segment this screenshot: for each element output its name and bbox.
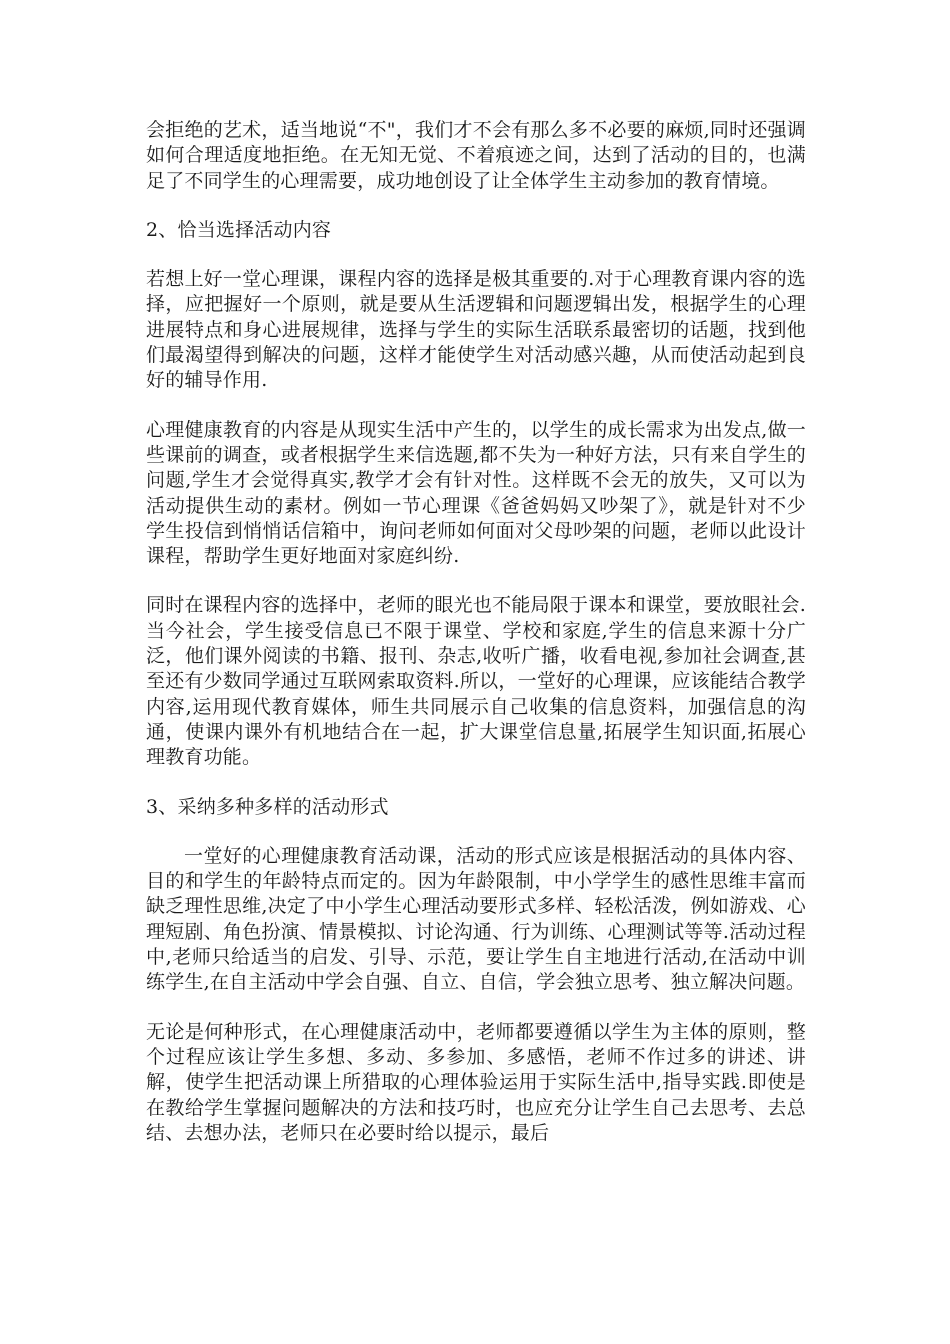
paragraph-2: 若想上好一堂心理课，课程内容的选择是极其重要的.对于心理教育课内容的选择，应把握好一个原则，就是要从生活逻辑和问题逻辑出发，根据学生的心理进展特点和身心进展规律，选择与学生的实际生活联系最密切的话题，找到他们最渴望得到解决的问题，这样才能使学生对活动感兴趣，从而使活动起到良好的辅导作用. (146, 268, 806, 392)
paragraph-4: 同时在课程内容的选择中，老师的眼光也不能局限于课本和课堂，要放眼社会.当今社会，学生接受信息已不限于课堂、学校和家庭,学生的信息来源十分广泛，他们课外阅读的书籍、报刊、杂志,收听广播，收看电视,参加社会调查,甚至还有少数同学通过互联网索取资料.所以，一堂好的心理课，应该能结合教学内容,运用现代教育媒体，师生共同展示自己收集的信息资料，加强信息的沟通，使课内课外有机地结合在一起，扩大课堂信息量,拓展学生知识面,拓展心理教育功能。 (146, 594, 806, 769)
paragraph-5: 一堂好的心理健康教育活动课，活动的形式应该是根据活动的具体内容、目的和学生的年龄特点而定的。因为年龄限制，中小学学生的感性思维丰富而缺乏理性思维,决定了中小学生心理活动要形式多样、轻松活泼，例如游戏、心理短剧、角色扮演、情景模拟、讨论沟通、行为训练、心理测试等等.活动过程中,老师只给适当的启发、引导、示范，要让学生自主地进行活动,在活动中训练学生,在自主活动中学会自强、自立、自信，学会独立思考、独立解决问题。 (146, 844, 806, 994)
section-heading-3: 3、采纳多种多样的活动形式 (146, 795, 389, 818)
paragraph-6: 无论是何种形式，在心理健康活动中，老师都要遵循以学生为主体的原则，整个过程应该让学生多想、多动、多参加、多感悟，老师不作过多的讲述、讲解，使学生把活动课上所猎取的心理体验运用于实际生活中,指导实践.即使是在教给学生掌握问题解决的方法和技巧时，也应充分让学生自己去思考、去总结、去想办法，老师只在必要时给以提示，最后 (146, 1020, 806, 1144)
paragraph-1: 会拒绝的艺术，适当地说“不"，我们才不会有那么多不必要的麻烦,同时还强调如何合理适度地拒绝。在无知无觉、不着痕迹之间，达到了活动的目的，也满足了不同学生的心理需要，成功地创设了让全体学生主动参加的教育情境。 (146, 119, 806, 192)
document-body (146, 118, 806, 1170)
section-heading-2: 2、恰当选择活动内容 (146, 218, 332, 241)
paragraph-3: 心理健康教育的内容是从现实生活中产生的，以学生的成长需求为出发点,做一些课前的调查，或者根据学生来信选题,都不失为一种好方法，只有来自学生的问题,学生才会觉得真实,教学才会有针对性。这样既不会无的放失，又可以为活动提供生动的素材。例如一节心理课《爸爸妈妈又吵架了》，就是针对不少学生投信到悄悄话信箱中，询问老师如何面对父母吵架的问题，老师以此设计课程，帮助学生更好地面对家庭纠纷. (146, 418, 806, 568)
